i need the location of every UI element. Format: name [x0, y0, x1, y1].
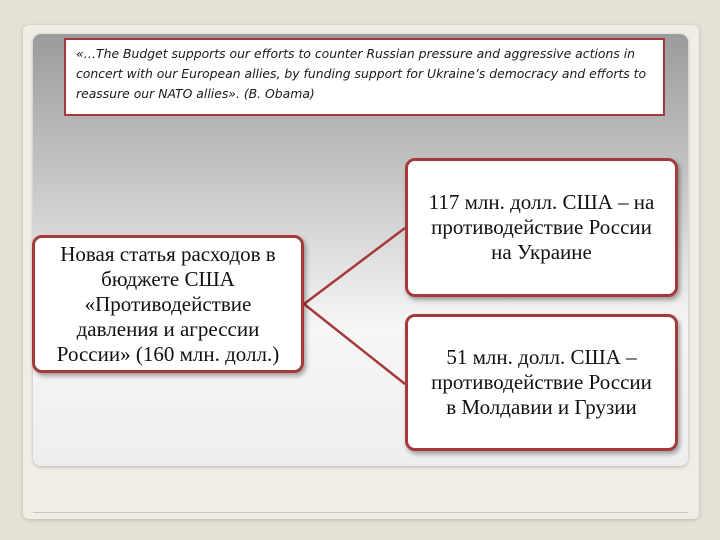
- main-expense-box: [32, 235, 304, 373]
- ukraine-funding-box: [405, 158, 678, 297]
- ukraine-box-line: на Украине: [491, 240, 592, 264]
- moldova-box-line: противодействие России: [431, 370, 652, 394]
- ukraine-box-line: 117 млн. долл. США – на: [428, 190, 655, 214]
- ukraine-box-line: противодействие России: [431, 215, 652, 239]
- moldova-box-line: 51 млн. долл. США –: [446, 345, 637, 369]
- main-box-line: Новая статья расходов в: [60, 241, 276, 266]
- moldova-georgia-funding-box: [405, 314, 678, 451]
- quote-text: «…The Budget supports our efforts to counter Russian pressure and aggressive actions in concert with our European allies, by funding support for Ukraine’s democracy and efforts to reassure our NATO allies». (B. Obama): [76, 46, 647, 101]
- main-box-line: бюджете США: [101, 266, 235, 291]
- main-box-line: России» (160 млн. долл.): [56, 341, 280, 366]
- main-box-line: «Противодействие: [84, 291, 252, 316]
- moldova-box-line: в Молдавии и Грузии: [446, 395, 637, 419]
- connector-bottom: [304, 304, 405, 384]
- connector-top: [304, 228, 405, 304]
- footer-divider: [33, 512, 688, 513]
- main-box-line: давления и агрессии: [76, 316, 260, 341]
